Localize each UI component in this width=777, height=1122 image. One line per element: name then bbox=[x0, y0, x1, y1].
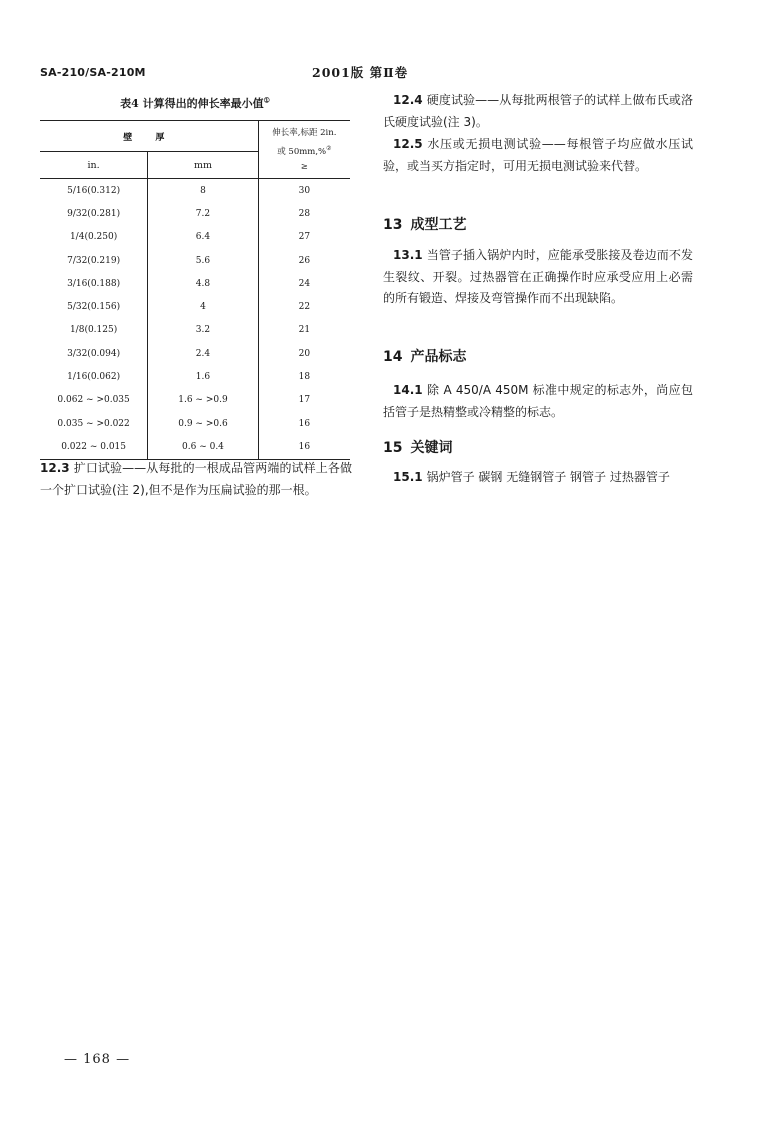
para-number: 13.1 bbox=[393, 248, 423, 262]
paragraph-13-1 bbox=[383, 245, 693, 310]
elongation-table bbox=[40, 120, 350, 460]
header-elongation-note: ② bbox=[326, 145, 332, 153]
mm-cell: 1.6 bbox=[148, 365, 259, 388]
section-title: 产品标志 bbox=[410, 349, 467, 365]
table-row bbox=[40, 365, 350, 388]
in-cell: 0.062 ~ >0.035 bbox=[57, 395, 130, 406]
para-text: 扩口试验——从每批的一根成品管两端的试样上各做一个扩口试验(注 2),但不是作为压扁试验的那一根。 bbox=[40, 461, 352, 497]
elongation-cell: 20 bbox=[258, 342, 350, 365]
mm-cell: 6.4 bbox=[148, 226, 259, 249]
mm-cell: 3.2 bbox=[148, 319, 259, 342]
para-text: 当管子插入锅炉内时，应能承受胀接及卷边而不发生裂纹、开裂。过热器管在正确操作时应承受应用上必需的所有锻造、焊接及弯管操作而不出现缺陷。 bbox=[383, 248, 693, 305]
table-caption bbox=[40, 95, 350, 111]
para-number: 12.5 bbox=[393, 137, 423, 151]
in-cell: 3/16(0.188) bbox=[67, 278, 121, 289]
paragraph-12-4 bbox=[383, 90, 693, 133]
table-row bbox=[40, 249, 350, 272]
header-elongation-line1: 伸长率,标距 2in. bbox=[272, 128, 337, 139]
table-row bbox=[40, 226, 350, 249]
header-elongation bbox=[258, 121, 350, 179]
table-caption-text: 表4 计算得出的伸长率最小值 bbox=[120, 97, 264, 110]
running-header-standard: SA-210/SA-210M bbox=[40, 66, 146, 79]
table-row bbox=[40, 179, 350, 203]
table-row bbox=[40, 319, 350, 342]
paragraph-12-3 bbox=[40, 458, 352, 501]
section-title: 关键词 bbox=[410, 440, 453, 456]
table-row bbox=[40, 412, 350, 435]
in-cell: 5/32(0.156) bbox=[67, 302, 121, 313]
table-row bbox=[40, 295, 350, 318]
section-15-heading bbox=[383, 437, 452, 457]
para-number: 15.1 bbox=[393, 470, 423, 484]
mm-cell: 2.4 bbox=[148, 342, 259, 365]
elongation-cell: 18 bbox=[258, 365, 350, 388]
section-14-heading bbox=[383, 346, 466, 366]
paragraph-14-1 bbox=[383, 380, 693, 423]
mm-cell: 0.6 ~ 0.4 bbox=[148, 435, 259, 459]
in-cell: 9/32(0.281) bbox=[67, 208, 121, 219]
header-mm: mm bbox=[148, 152, 259, 179]
running-header-edition: 2001版 第Ⅱ卷 bbox=[312, 65, 409, 80]
in-cell: 7/32(0.219) bbox=[67, 255, 121, 266]
header-wall-thickness: 壁 厚 bbox=[40, 121, 258, 152]
section-13-heading bbox=[383, 214, 466, 234]
mm-cell: 1.6 ~ >0.9 bbox=[148, 389, 259, 412]
page-number: — 168 — bbox=[64, 1052, 131, 1067]
table-row bbox=[40, 342, 350, 365]
header-elongation-min: ≥ bbox=[300, 161, 308, 172]
table-row bbox=[40, 272, 350, 295]
in-cell: 0.035 ~ >0.022 bbox=[57, 418, 130, 429]
in-cell: 0.022 ~ 0.015 bbox=[40, 435, 148, 459]
mm-cell: 7.2 bbox=[148, 202, 259, 225]
elongation-cell: 16 bbox=[258, 412, 350, 435]
paragraph-12-5 bbox=[383, 134, 693, 177]
para-number: 14.1 bbox=[393, 383, 423, 397]
table-row bbox=[40, 202, 350, 225]
para-text: 锅炉管子 碳钢 无缝钢管子 钢管子 过热器管子 bbox=[426, 470, 670, 484]
section-number: 13 bbox=[383, 217, 403, 233]
header-elongation-line2: 或 50mm,% bbox=[277, 146, 327, 157]
paragraph-15-1 bbox=[383, 467, 693, 489]
table-row bbox=[40, 435, 350, 459]
header-inches: in. bbox=[40, 152, 148, 179]
in-cell: 5/16(0.312) bbox=[67, 185, 121, 196]
para-text: 除 A 450/A 450M 标准中规定的标志外，尚应包括管子是热精整或冷精整的标志。 bbox=[383, 383, 693, 419]
mm-cell: 8 bbox=[148, 179, 259, 203]
in-cell: 3/32(0.094) bbox=[67, 348, 121, 359]
section-title: 成型工艺 bbox=[410, 217, 467, 233]
elongation-cell: 17 bbox=[258, 389, 350, 412]
mm-cell: 5.6 bbox=[148, 249, 259, 272]
table-body bbox=[40, 179, 350, 460]
elongation-cell: 21 bbox=[258, 319, 350, 342]
para-text: 硬度试验——从每批两根管子的试样上做布氏或洛氏硬度试验(注 3)。 bbox=[383, 93, 693, 129]
section-number: 14 bbox=[383, 349, 403, 365]
section-number: 15 bbox=[383, 440, 403, 456]
mm-cell: 0.9 ~ >0.6 bbox=[148, 412, 259, 435]
para-text: 水压或无损电测试验——每根管子均应做水压试验，或当买方指定时，可用无损电测试验来代替。 bbox=[383, 137, 693, 173]
elongation-cell: 22 bbox=[258, 295, 350, 318]
in-cell: 1/16(0.062) bbox=[67, 372, 121, 383]
para-number: 12.4 bbox=[393, 93, 423, 107]
mm-cell: 4 bbox=[148, 295, 259, 318]
elongation-cell: 27 bbox=[258, 226, 350, 249]
table-row bbox=[40, 389, 350, 412]
mm-cell: 4.8 bbox=[148, 272, 259, 295]
elongation-cell: 28 bbox=[258, 202, 350, 225]
para-number: 12.3 bbox=[40, 461, 70, 475]
table-caption-note: ① bbox=[263, 95, 270, 105]
in-cell: 1/8(0.125) bbox=[69, 325, 118, 336]
elongation-cell: 30 bbox=[258, 179, 350, 203]
in-cell: 1/4(0.250) bbox=[69, 232, 118, 243]
elongation-cell: 16 bbox=[258, 435, 350, 459]
elongation-cell: 24 bbox=[258, 272, 350, 295]
elongation-cell: 26 bbox=[258, 249, 350, 272]
